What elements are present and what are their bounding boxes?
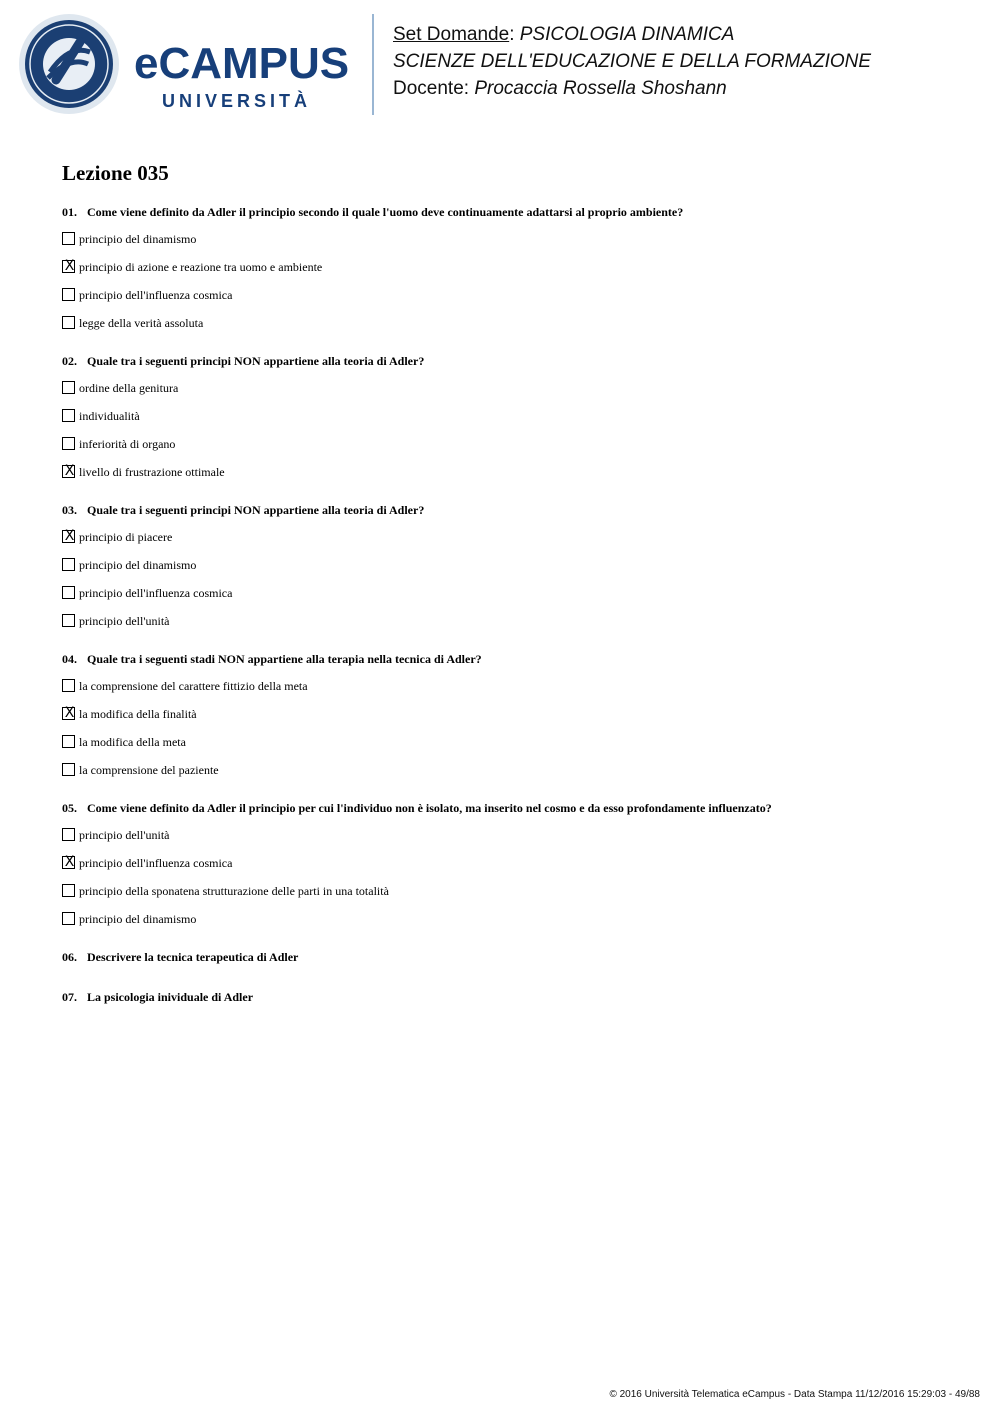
answer-option[interactable] — [62, 314, 962, 331]
answer-label: principio del dinamismo — [79, 911, 197, 926]
answer-option[interactable] — [62, 286, 962, 303]
teacher-label: Docente: — [393, 78, 475, 99]
ecampus-logo — [14, 14, 364, 118]
answer-checkbox[interactable] — [62, 465, 75, 478]
answer-checkbox[interactable] — [62, 856, 75, 869]
question-text — [62, 651, 962, 667]
question-text — [62, 204, 962, 220]
answer-option[interactable] — [62, 407, 962, 424]
set-colon: : — [509, 24, 520, 45]
answer-checkbox[interactable] — [62, 707, 75, 720]
answer-checkbox[interactable] — [62, 679, 75, 692]
answer-label: ordine della genitura — [79, 380, 179, 395]
open-question-list — [62, 949, 962, 1005]
answer-option[interactable] — [62, 882, 962, 899]
answer-label: la modifica della finalità — [79, 706, 197, 721]
footer-text: © 2016 Università Telematica eCampus - Data Stampa 11/12/2016 15:29:03 - 49/88 — [609, 1389, 980, 1400]
question-text — [62, 502, 962, 518]
answer-option[interactable] — [62, 826, 962, 843]
course-name: PSICOLOGIA DINAMICA — [519, 24, 735, 45]
answer-label: livello di frustrazione ottimale — [79, 464, 225, 479]
check-mark-icon: X — [64, 705, 75, 721]
open-question — [62, 989, 962, 1005]
answer-option[interactable] — [62, 677, 962, 694]
question-list — [62, 204, 962, 927]
answer-checkbox[interactable] — [62, 614, 75, 627]
answer-option[interactable] — [62, 258, 962, 275]
answer-option[interactable] — [62, 910, 962, 927]
header-course-line — [393, 21, 871, 48]
ecampus-logo-graphic — [14, 14, 364, 118]
question-number: 01. — [62, 205, 77, 219]
set-label: Set Domande — [393, 24, 510, 45]
check-mark-icon: X — [64, 463, 75, 479]
answer-checkbox[interactable] — [62, 884, 75, 897]
answer-label: principio della sponatena strutturazione delle parti in una totalità — [79, 883, 389, 898]
answer-checkbox[interactable] — [62, 586, 75, 599]
question-prompt: Quale tra i seguenti principi NON appartiene alla teoria di Adler? — [87, 503, 425, 517]
answer-option[interactable] — [62, 556, 962, 573]
answer-checkbox[interactable] — [62, 735, 75, 748]
answer-label: principio dell'unità — [79, 613, 170, 628]
answer-label: principio dell'influenza cosmica — [79, 585, 233, 600]
answer-checkbox[interactable] — [62, 763, 75, 776]
answer-label: principio di azione e reazione tra uomo e ambiente — [79, 259, 323, 274]
question-number: 07. — [62, 990, 77, 1004]
question-prompt: Come viene definito da Adler il principio secondo il quale l'uomo deve continuamente adattarsi al proprio ambiente? — [87, 205, 684, 219]
answer-checkbox[interactable] — [62, 288, 75, 301]
answer-label: principio del dinamismo — [79, 557, 197, 572]
answer-checkbox[interactable] — [62, 558, 75, 571]
answer-option[interactable] — [62, 528, 962, 545]
question-number: 05. — [62, 801, 77, 815]
question-text — [62, 353, 962, 369]
question-prompt: La psicologia inividuale di Adler — [87, 990, 254, 1004]
question-block — [62, 800, 962, 927]
question-block — [62, 651, 962, 778]
answer-label: principio dell'influenza cosmica — [79, 287, 233, 302]
answer-label: principio dell'influenza cosmica — [79, 855, 233, 870]
question-number: 04. — [62, 652, 77, 666]
question-prompt: Descrivere la tecnica terapeutica di Adler — [87, 950, 299, 964]
answer-label: principio dell'unità — [79, 827, 170, 842]
answer-label: legge della verità assoluta — [79, 315, 204, 330]
answer-checkbox[interactable] — [62, 381, 75, 394]
answer-checkbox[interactable] — [62, 232, 75, 245]
answer-label: principio di piacere — [79, 529, 173, 544]
question-block — [62, 353, 962, 480]
header-info — [393, 21, 871, 102]
question-prompt: Come viene definito da Adler il principio per cui l'individuo non è isolato, ma inserito nel cosmo e da esso profondamente influenzato? — [87, 801, 772, 815]
logo-wordmark: eCAMPUS — [134, 39, 350, 88]
open-question — [62, 949, 962, 965]
answer-option[interactable] — [62, 761, 962, 778]
question-prompt: Quale tra i seguenti principi NON appartiene alla teoria di Adler? — [87, 354, 425, 368]
question-set — [62, 160, 962, 1029]
answer-option[interactable] — [62, 733, 962, 750]
answer-label: la comprensione del carattere fittizio della meta — [79, 678, 308, 693]
answer-checkbox[interactable] — [62, 828, 75, 841]
answer-option[interactable] — [62, 705, 962, 722]
question-number: 02. — [62, 354, 77, 368]
question-text — [62, 800, 962, 816]
lesson-title: Lezione 035 — [62, 161, 169, 185]
answer-label: la modifica della meta — [79, 734, 186, 749]
answer-label: la comprensione del paziente — [79, 762, 219, 777]
answer-option[interactable] — [62, 854, 962, 871]
check-mark-icon: X — [64, 854, 75, 870]
question-number: 06. — [62, 950, 77, 964]
answer-option[interactable] — [62, 435, 962, 452]
question-block — [62, 502, 962, 629]
answer-label: principio del dinamismo — [79, 231, 197, 246]
answer-checkbox[interactable] — [62, 316, 75, 329]
answer-option[interactable] — [62, 584, 962, 601]
answer-label: inferiorità di organo — [79, 436, 176, 451]
question-number: 03. — [62, 503, 77, 517]
answer-option[interactable] — [62, 612, 962, 629]
answer-checkbox[interactable] — [62, 530, 75, 543]
check-mark-icon: X — [64, 528, 75, 544]
check-mark-icon: X — [64, 258, 75, 274]
answer-option[interactable] — [62, 230, 962, 247]
answer-checkbox[interactable] — [62, 437, 75, 450]
header-divider — [372, 14, 374, 115]
logo-subtext: UNIVERSITÀ — [162, 91, 312, 111]
answer-checkbox[interactable] — [62, 912, 75, 925]
answer-option[interactable] — [62, 463, 962, 480]
answer-checkbox[interactable] — [62, 260, 75, 273]
answer-option[interactable] — [62, 379, 962, 396]
teacher-name: Procaccia Rossella Shoshann — [474, 78, 727, 99]
answer-label: individualità — [79, 408, 140, 423]
answer-checkbox[interactable] — [62, 409, 75, 422]
question-block — [62, 204, 962, 331]
teacher-line — [393, 75, 871, 102]
question-prompt: Quale tra i seguenti stadi NON appartiene alla terapia nella tecnica di Adler? — [87, 652, 482, 666]
program-name: SCIENZE DELL'EDUCAZIONE E DELLA FORMAZIONE — [393, 51, 872, 72]
